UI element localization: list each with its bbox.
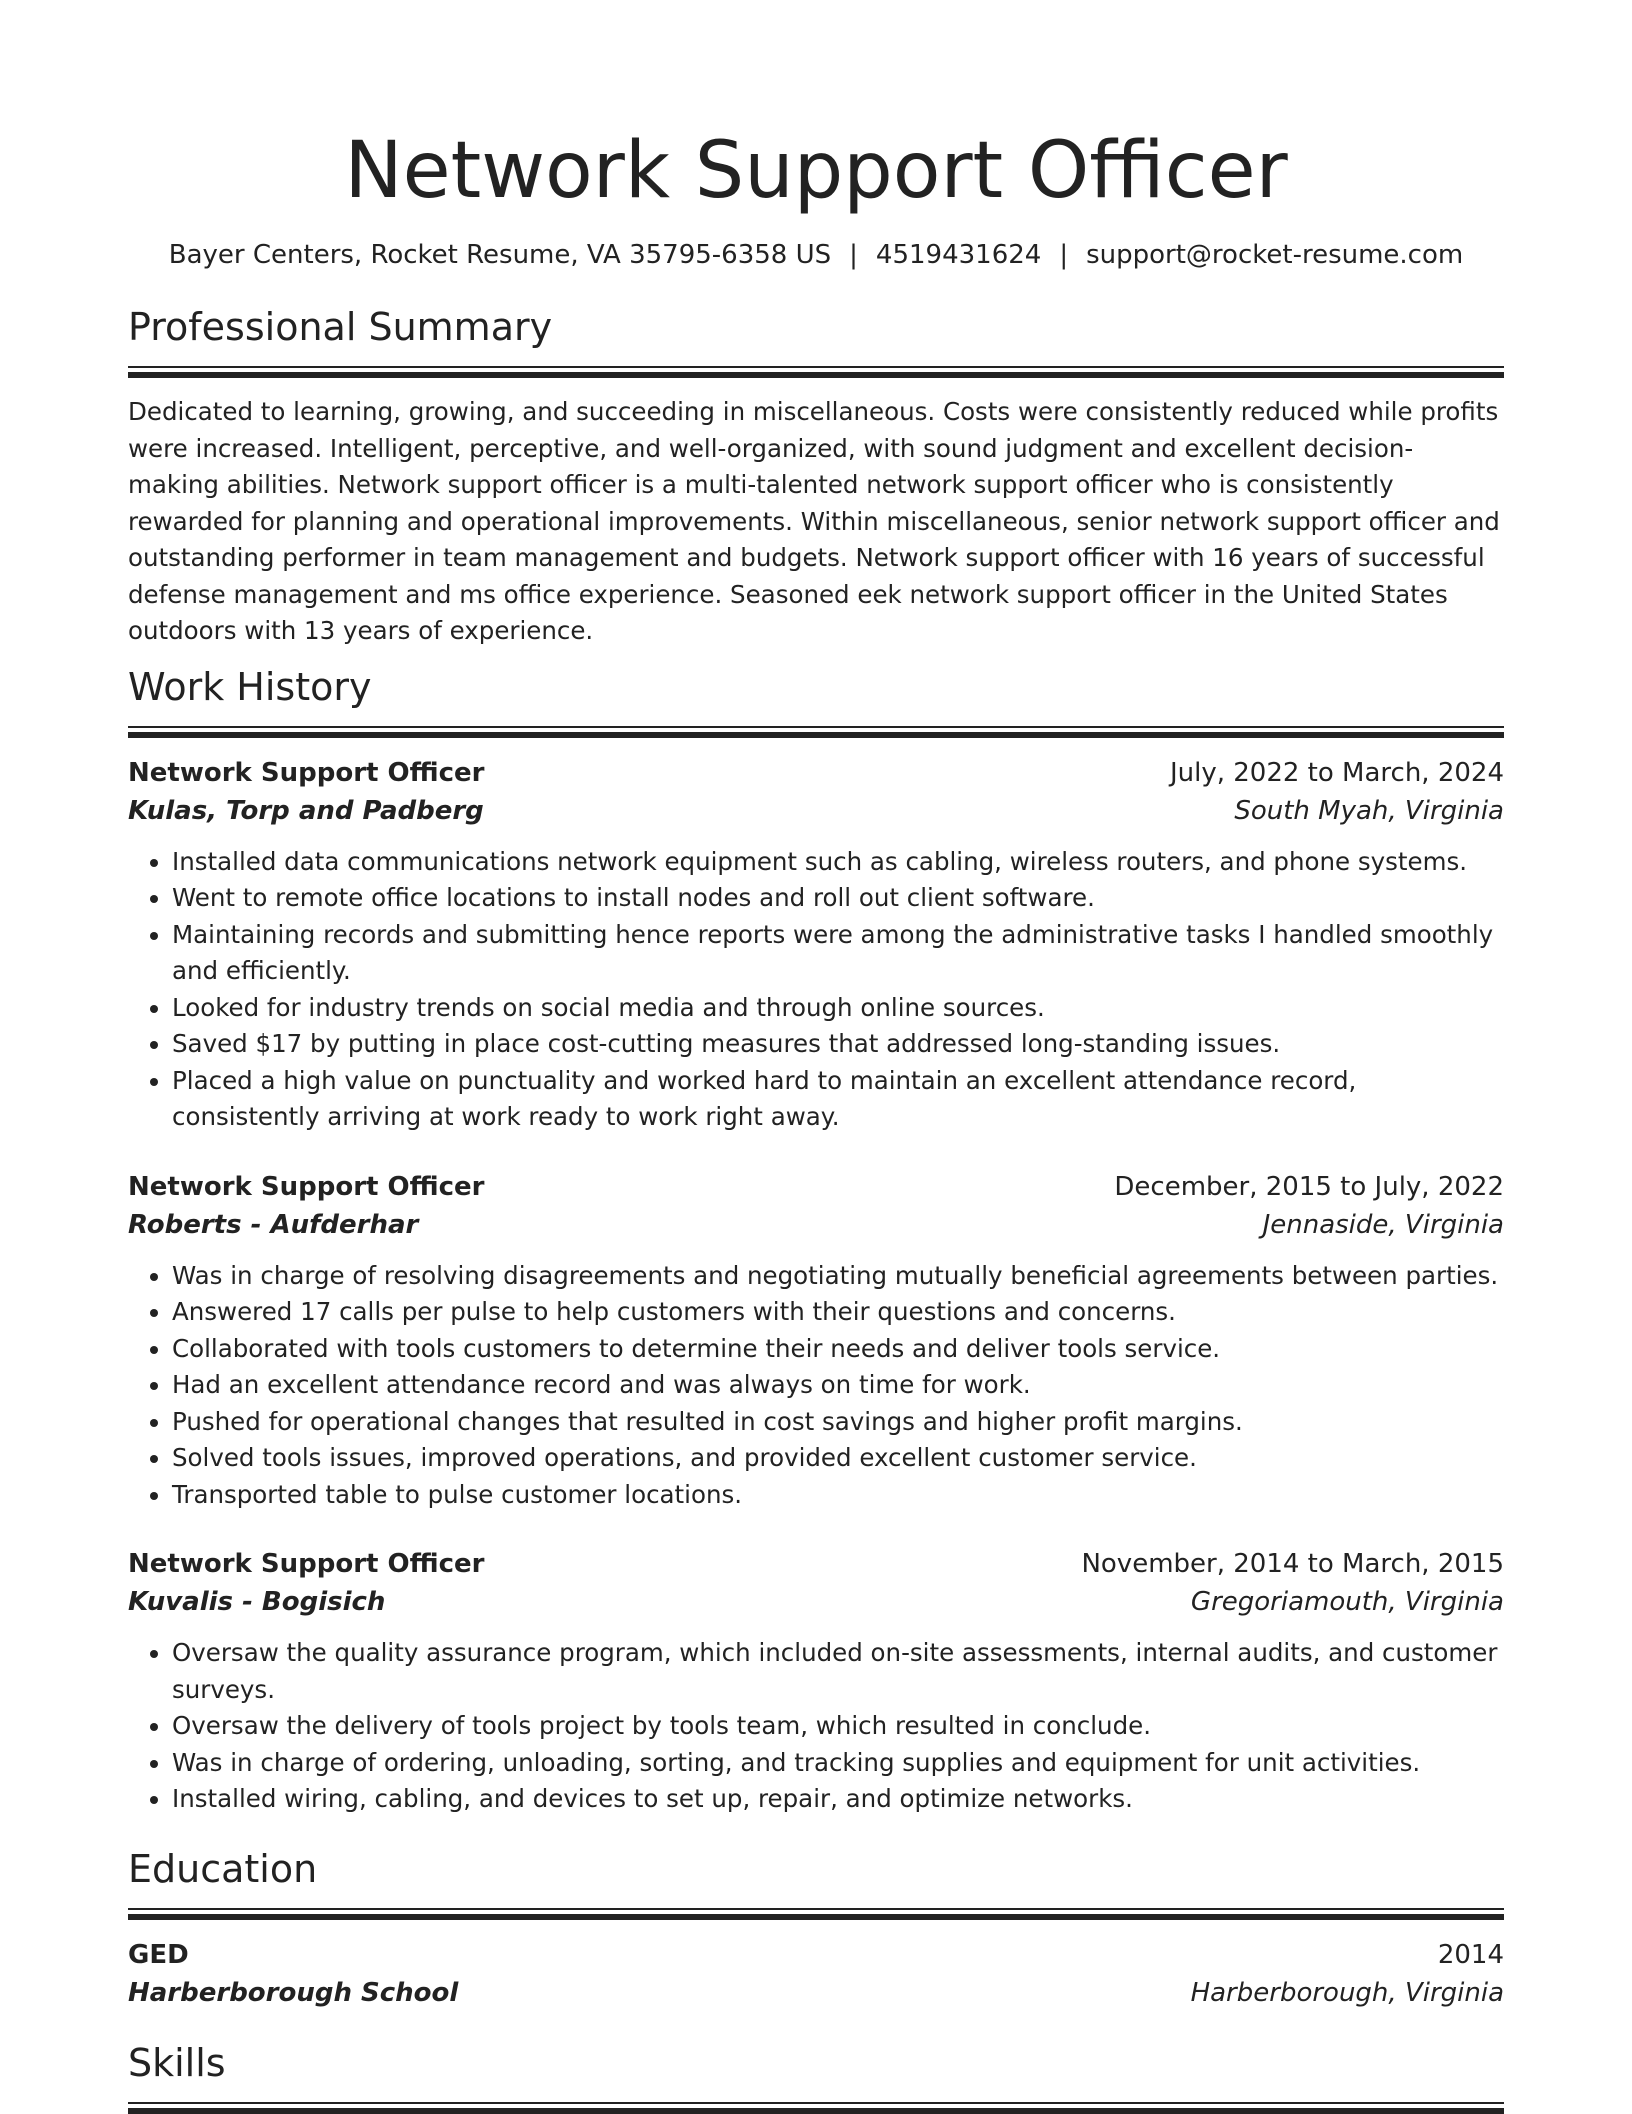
job-header: [128, 754, 1504, 792]
bullet-item: • Solved tools issues, improved operations, and provided excellent customer service.: [172, 1440, 1504, 1477]
job-subheader: [128, 1583, 1504, 1621]
resume-page: [128, 0, 1504, 2114]
section-title-education: Education: [128, 1846, 318, 1891]
job-location: South Myah, Virginia: [1234, 795, 1504, 826]
bullet-item: • Had an excellent attendance record and was always on time for work.: [172, 1367, 1504, 1404]
section-title-work: Work History: [128, 664, 372, 709]
bullet-item: • Collaborated with tools customers to determine their needs and deliver tools service.: [172, 1331, 1504, 1368]
education-school: Harberborough School: [128, 1977, 459, 2008]
job-entry: [128, 754, 1504, 1136]
bullet-item: • Was in charge of ordering, unloading, sorting, and tracking supplies and equipment for unit activities.: [172, 1745, 1504, 1782]
bullet-item: • Saved $17 by putting in place cost-cutting measures that addressed long-standing issues.: [172, 1026, 1504, 1063]
job-company: Roberts - Aufderhar: [128, 1209, 419, 1240]
job-dates: July, 2022 to March, 2024: [1169, 757, 1504, 788]
bullet-item: • Oversaw the delivery of tools project by tools team, which resulted in conclude.: [172, 1708, 1504, 1745]
education-year: 2014: [1437, 1939, 1504, 1970]
bullet-item: • Installed wiring, cabling, and devices to set up, repair, and optimize networks.: [172, 1781, 1504, 1818]
skills-section: [128, 2038, 1504, 2114]
job-entry: [128, 1545, 1504, 1818]
bullet-item: • Went to remote office locations to install nodes and roll out client software.: [172, 880, 1504, 917]
contact-line: [128, 238, 1504, 272]
contact-email: support@rocket-resume.com: [1086, 240, 1464, 270]
job-title: Network Support Officer: [128, 757, 485, 788]
job-bullets: [128, 844, 1504, 1136]
bullet-item: • Pushed for operational changes that resulted in cost savings and higher profit margins.: [172, 1404, 1504, 1441]
job-company: Kuvalis - Bogisich: [128, 1587, 386, 1617]
job-bullets: [128, 1635, 1504, 1818]
contact-address: Bayer Centers, Rocket Resume, VA 35795-6358 US: [168, 240, 832, 270]
job-subheader: [128, 1206, 1504, 1244]
contact-separator: |: [1059, 240, 1069, 270]
section-divider: [128, 726, 1504, 738]
section-divider: [128, 1908, 1504, 1920]
job-dates: December, 2015 to July, 2022: [1114, 1171, 1504, 1202]
summary-text: Dedicated to learning, growing, and succeeding in miscellaneous. Costs were consistently reduced while profits were increased. Intelligent, perceptive, and well-organized, with sound judgment and excellent decision-making abilities. Network support officer is a multi-talented network support officer who is consistently rewarded for planning and operational improvements. Within miscellaneous, senior network support officer and outstanding performer in team management and budgets. Network support officer with 16 years of successful defense management and ms office experience. Seasoned eek network support officer in the United States outdoors with 13 years of experience.: [128, 397, 1500, 645]
bullet-item: • Was in charge of resolving disagreements and negotiating mutually beneficial agreements between parties.: [172, 1258, 1504, 1295]
bullet-item: • Answered 17 calls per pulse to help customers with their questions and concerns.: [172, 1294, 1504, 1331]
education-subheader: [128, 1974, 1504, 2012]
job-company: Kulas, Torp and Padberg: [128, 795, 484, 826]
job-header: [128, 1545, 1504, 1583]
job-entry: [128, 1168, 1504, 1514]
contact-separator: |: [849, 240, 858, 270]
education-location: Harberborough, Virginia: [1190, 1977, 1504, 2008]
bullet-item: • Maintaining records and submitting hence reports were among the administrative tasks I handled smoothly and efficiently.: [172, 917, 1504, 990]
education-degree: GED: [128, 1939, 189, 1970]
job-subheader: [128, 792, 1504, 830]
section-title-summary: Professional Summary: [128, 305, 553, 349]
summary-section: [128, 302, 1504, 650]
job-title: Network Support Officer: [128, 1171, 485, 1202]
education-section: [128, 1844, 1504, 2012]
contact-phone: 4519431624: [875, 240, 1042, 270]
education-header: [128, 1936, 1504, 1974]
candidate-name: Network Support Officer: [344, 126, 1288, 216]
section-title-skills: Skills: [128, 2040, 226, 2085]
bullet-item: • Transported table to pulse customer locations.: [172, 1477, 1504, 1514]
bullet-item: • Installed data communications network equipment such as cabling, wireless routers, and phone systems.: [172, 844, 1504, 881]
work-section: [128, 662, 1504, 1818]
job-location: Gregoriamouth, Virginia: [1190, 1587, 1504, 1617]
job-header: [128, 1168, 1504, 1206]
section-divider: [128, 366, 1504, 378]
bullet-item: • Oversaw the quality assurance program, which included on-site assessments, internal audits, and customer surveys.: [172, 1635, 1504, 1708]
job-bullets: [128, 1258, 1504, 1514]
bullet-item: • Placed a high value on punctuality and worked hard to maintain an excellent attendance record, consistently arriving at work ready to work right away.: [172, 1063, 1504, 1136]
job-dates: November, 2014 to March, 2015: [1081, 1549, 1504, 1579]
job-title: Network Support Officer: [128, 1549, 485, 1579]
bullet-item: • Looked for industry trends on social media and through online sources.: [172, 990, 1504, 1027]
job-location: Jennaside, Virginia: [1262, 1209, 1504, 1240]
